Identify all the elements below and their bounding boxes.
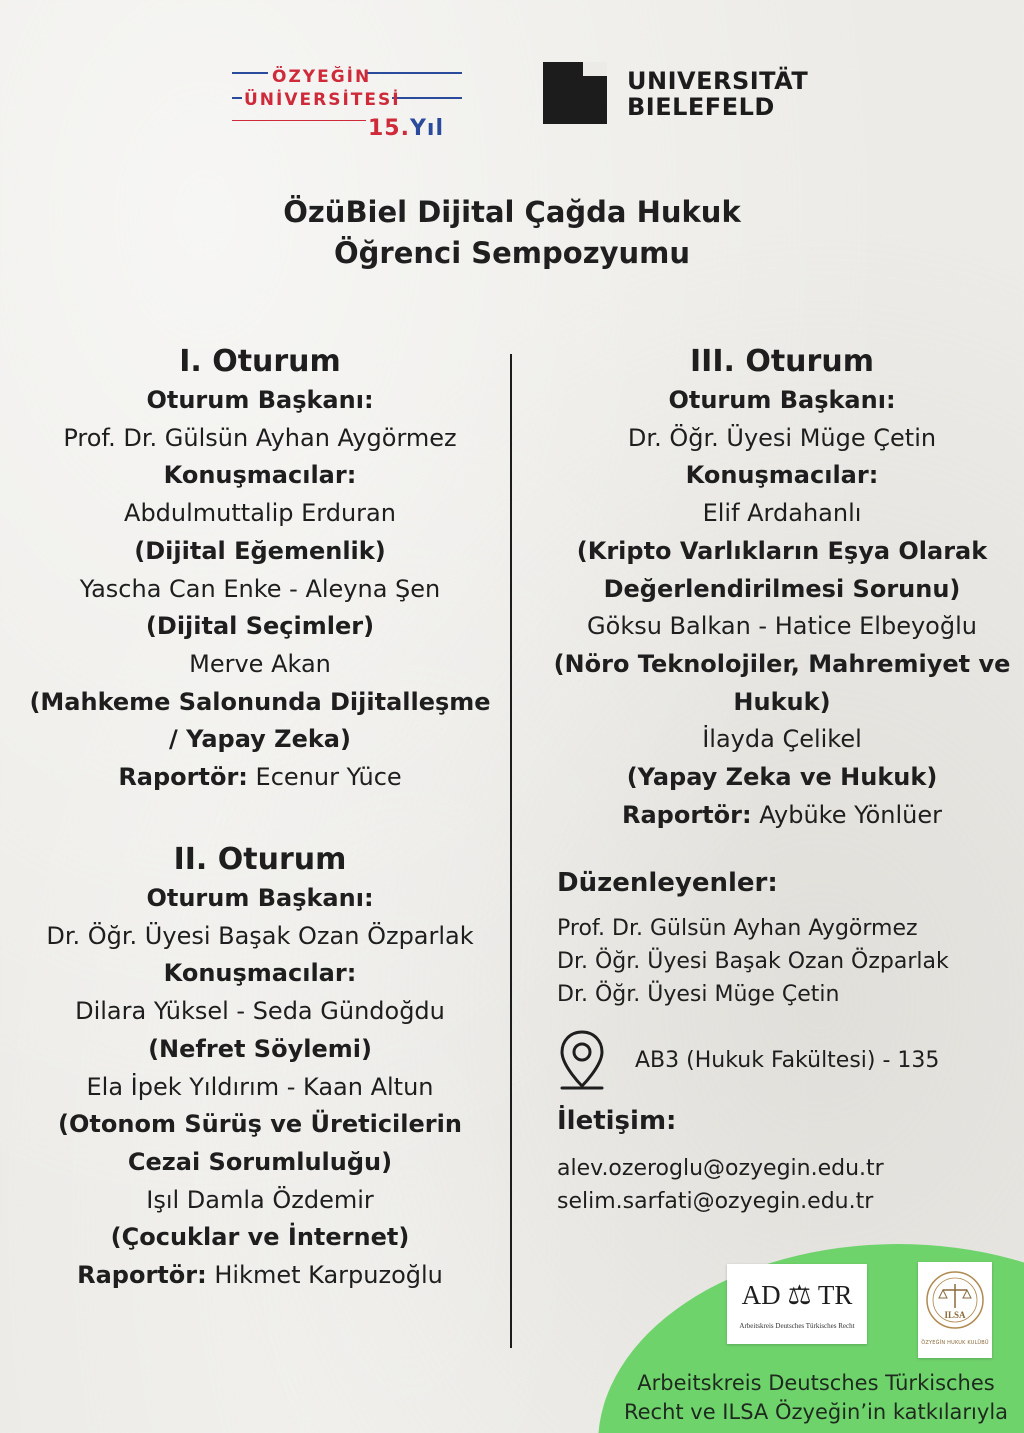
- ilsa-emblem-icon: [918, 1262, 992, 1340]
- speaker: Yascha Can Enke - Aleyna Şen: [79, 574, 441, 603]
- session-2: [10, 842, 510, 1295]
- speakers-label: Konuşmacılar:: [163, 461, 357, 490]
- talk-topic: (Kripto Varlıkların Eşya Olarak: [576, 536, 988, 565]
- talk-topic: (Nefret Söylemi): [148, 1034, 372, 1063]
- speaker: İlayda Çelikel: [702, 725, 862, 754]
- organizer-name: Dr. Öğr. Üyesi Müge Çetin: [557, 982, 840, 1007]
- rapporteur: Raportör: Hikmet Karpuzoğlu: [77, 1261, 443, 1290]
- chair-name: Dr. Öğr. Üyesi Başak Ozan Özparlak: [46, 921, 474, 950]
- column-divider: [510, 354, 512, 1348]
- speaker: Göksu Balkan - Hatice Elbeyoğlu: [587, 612, 977, 641]
- organizers-heading: Düzenleyenler:: [557, 868, 778, 898]
- rapporteur: Raportör: Ecenur Yüce: [118, 763, 402, 792]
- bielefeld-logo-line1: UNIVERSITÄT: [627, 67, 809, 95]
- bielefeld-logo: [543, 62, 813, 126]
- speaker: Ela İpek Yıldırım - Kaan Altun: [86, 1072, 434, 1101]
- talk-topic: (Nöro Teknolojiler, Mahremiyet ve: [553, 649, 1011, 678]
- organizer-name: Prof. Dr. Gülsün Ayhan Aygörmez: [557, 916, 918, 941]
- talk-topic: (Dijital Eğemenlik): [134, 536, 386, 565]
- contact-heading: İletişim:: [557, 1106, 677, 1136]
- organizer-name: Dr. Öğr. Üyesi Başak Ozan Özparlak: [557, 949, 949, 974]
- talk-topic: / Yapay Zeka): [169, 725, 351, 754]
- talk-topic: (Otonom Sürüş ve Üreticilerin: [58, 1110, 462, 1139]
- speakers-label: Konuşmacılar:: [163, 959, 357, 988]
- anniversary-badge: 15.Yıl: [368, 116, 444, 141]
- chair-label: Oturum Başkanı:: [668, 386, 896, 414]
- talk-topic: (Yapay Zeka ve Hukuk): [626, 763, 938, 792]
- speaker: Dilara Yüksel - Seda Gündoğdu: [75, 997, 445, 1026]
- session-1: [10, 344, 510, 797]
- talk-topic: Cezai Sorumluluğu): [127, 1147, 393, 1176]
- title-line2: Öğrenci Sempozyumu: [333, 236, 690, 270]
- title-line1: ÖzüBiel Dijital Çağda Hukuk: [283, 195, 741, 229]
- map-pin-icon: [556, 1028, 608, 1092]
- session-heading: III. Oturum: [690, 344, 874, 379]
- scales-icon: ⚖: [787, 1280, 812, 1310]
- speaker: Abdulmuttalip Erduran: [124, 499, 396, 528]
- chair-label: Oturum Başkanı:: [146, 386, 374, 414]
- partners-acknowledgement: Arbeitskreis Deutsches Türkisches Recht ve ILSA Özyeğin’in katkılarıyla: [623, 1371, 1009, 1424]
- session-heading: I. Oturum: [179, 344, 341, 379]
- ozyegin-logo-line2: ÜNİVERSİTESİ: [244, 90, 401, 110]
- ilsa-logo: [918, 1262, 992, 1358]
- speaker: Merve Akan: [189, 649, 331, 678]
- contact-email[interactable]: alev.ozeroglu@ozyegin.edu.tr: [557, 1156, 884, 1181]
- adtr-subtitle: Arbeitskreis Deutsches Türkisches Recht: [739, 1322, 855, 1330]
- ozyegin-logo-line1: ÖZYEĞİN: [272, 67, 372, 87]
- chair-label: Oturum Başkanı:: [146, 884, 374, 912]
- speaker: Işıl Damla Özdemir: [146, 1185, 374, 1214]
- chair-name: Dr. Öğr. Üyesi Müge Çetin: [627, 423, 937, 452]
- session-3: [540, 344, 1024, 834]
- talk-topic: (Mahkeme Salonunda Dijitalleşme: [29, 687, 491, 716]
- ozyegin-logo: [232, 62, 462, 154]
- location-text: AB3 (Hukuk Fakültesi) - 135: [635, 1048, 940, 1073]
- speaker: Elif Ardahanlı: [702, 499, 862, 528]
- contact-email[interactable]: selim.sarfati@ozyegin.edu.tr: [557, 1189, 874, 1214]
- ilsa-subtitle: ÖZYEĞİN HUKUK KULÜBÜ: [921, 1340, 989, 1346]
- talk-topic: (Çocuklar ve İnternet): [110, 1223, 410, 1252]
- svg-text:ILSA: ILSA: [944, 1310, 966, 1320]
- talk-topic: Değerlendirilmesi Sorunu): [603, 574, 961, 603]
- speakers-label: Konuşmacılar:: [685, 461, 879, 490]
- chair-name: Prof. Dr. Gülsün Ayhan Aygörmez: [63, 423, 457, 452]
- talk-topic: Hukuk): [733, 687, 831, 716]
- adtr-logo: AD ⚖ TR Arbeitskreis Deutsches Türkisches Recht: [727, 1264, 867, 1344]
- bielefeld-logo-line2: BIELEFELD: [627, 93, 775, 121]
- symposium-title: [0, 192, 1024, 274]
- session-heading: II. Oturum: [173, 842, 347, 877]
- organizers-section: [557, 866, 1017, 1011]
- talk-topic: (Dijital Seçimler): [145, 612, 375, 641]
- rapporteur: Raportör: Aybüke Yönlüer: [622, 800, 942, 829]
